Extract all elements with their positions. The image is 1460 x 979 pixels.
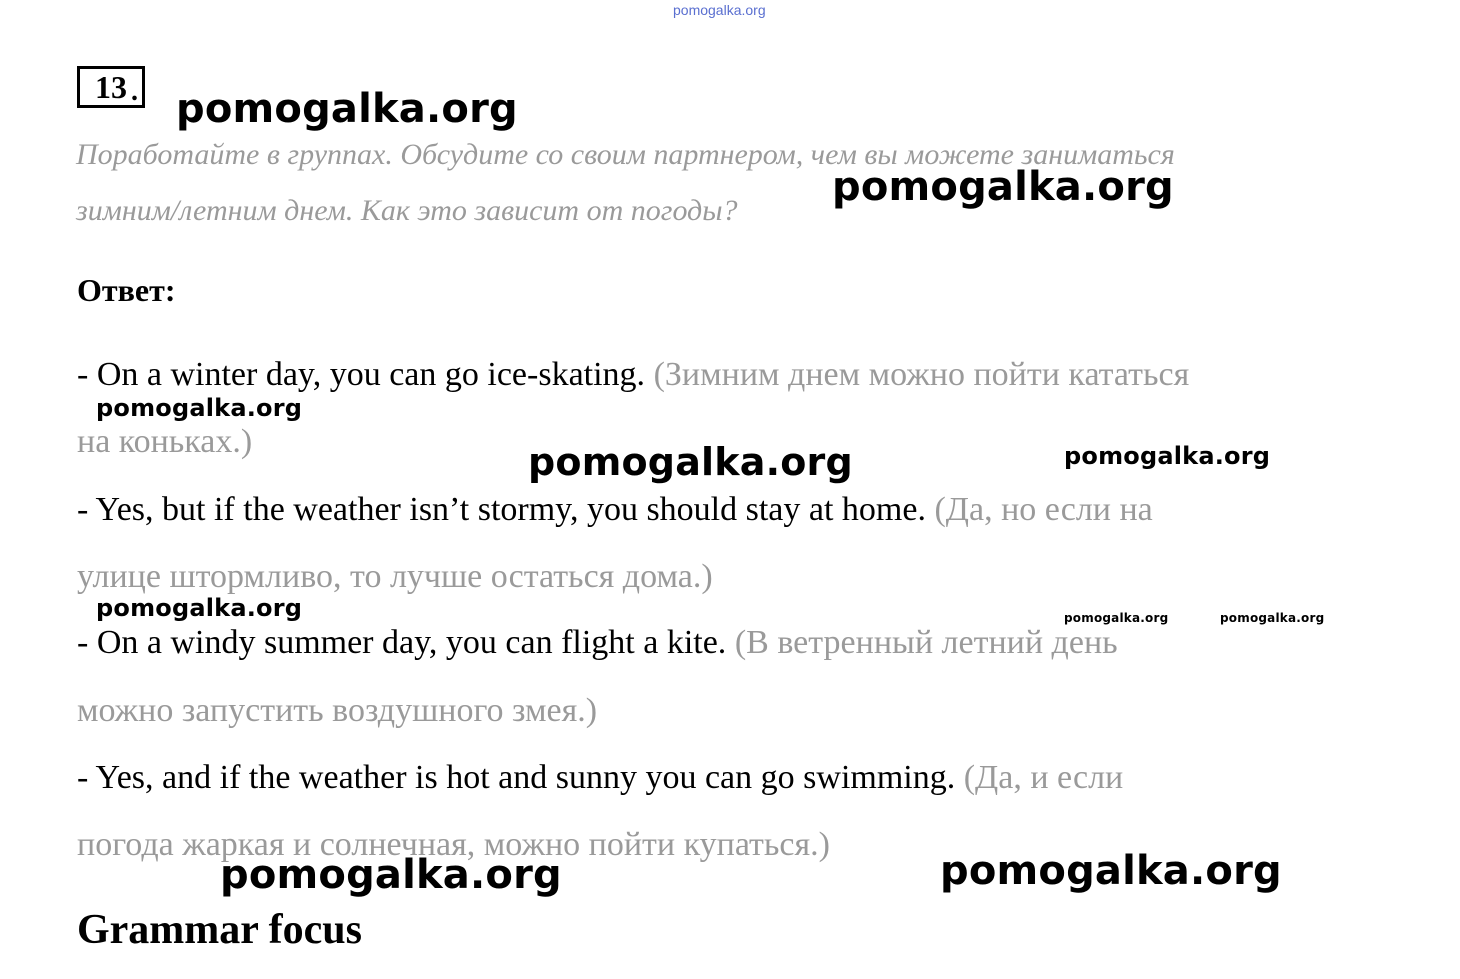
answer-item-2-line-1 (77, 490, 1153, 530)
watermark-bottom-left: pomogalka.org (220, 852, 562, 898)
task-number: 13 (95, 69, 127, 105)
answer-item-3-line-2: можно запустить воздушного змея.) (77, 692, 598, 729)
answer-item-1-russian: (Зимним днем можно пойти кататься (653, 356, 1190, 393)
watermark-right-1: pomogalka.org (1064, 442, 1271, 470)
task-number-dot: . (131, 76, 138, 107)
answer-heading: Ответ: (77, 272, 176, 308)
answer-item-2-russian: (Да, но если на (934, 491, 1153, 528)
answer-item-4-russian: (Да, и если (963, 759, 1124, 796)
answer-item-3-russian: (В ветренный летний день (734, 624, 1118, 661)
watermark-top: pomogalka.org (673, 2, 766, 18)
answer-item-1-line-2: на коньках.) (77, 423, 253, 460)
task-instruction-line-1: Поработайте в группах. Обсудите со своим партнером, чем вы можете заниматься (76, 138, 1175, 171)
watermark-center-1: pomogalka.org (528, 440, 853, 484)
answer-item-3-line-1 (77, 623, 1118, 663)
task-instruction-line-2: зимним/летним днем. Как это зависит от погоды? (76, 194, 738, 227)
watermark-header: pomogalka.org (176, 86, 518, 132)
answer-item-4-line-1 (77, 758, 1123, 798)
answer-item-3-english: - On a windy summer day, you can flight a kite. (77, 624, 727, 661)
watermark-small-1: pomogalka.org (1064, 611, 1169, 625)
section-title-grammar-focus: Grammar focus (77, 907, 362, 953)
watermark-small-2: pomogalka.org (1220, 611, 1325, 625)
answer-item-1-english: - On a winter day, you can go ice-skating. (77, 356, 646, 393)
answer-item-4-line-2: погода жаркая и солнечная, можно пойти купаться.) (77, 826, 830, 863)
answer-item-2-english: - Yes, but if the weather isn’t stormy, you should stay at home. (77, 491, 926, 528)
answer-item-1-line-1 (77, 355, 1189, 395)
watermark-left-2: pomogalka.org (96, 594, 303, 622)
watermark-left-1: pomogalka.org (96, 394, 303, 422)
answer-item-4-english: - Yes, and if the weather is hot and sunny you can go swimming. (77, 759, 956, 796)
watermark-bottom-right: pomogalka.org (940, 848, 1282, 894)
answer-item-2-line-2: улице штормливо, то лучше остаться дома.) (77, 558, 713, 595)
watermark-instruction: pomogalka.org (832, 164, 1174, 210)
